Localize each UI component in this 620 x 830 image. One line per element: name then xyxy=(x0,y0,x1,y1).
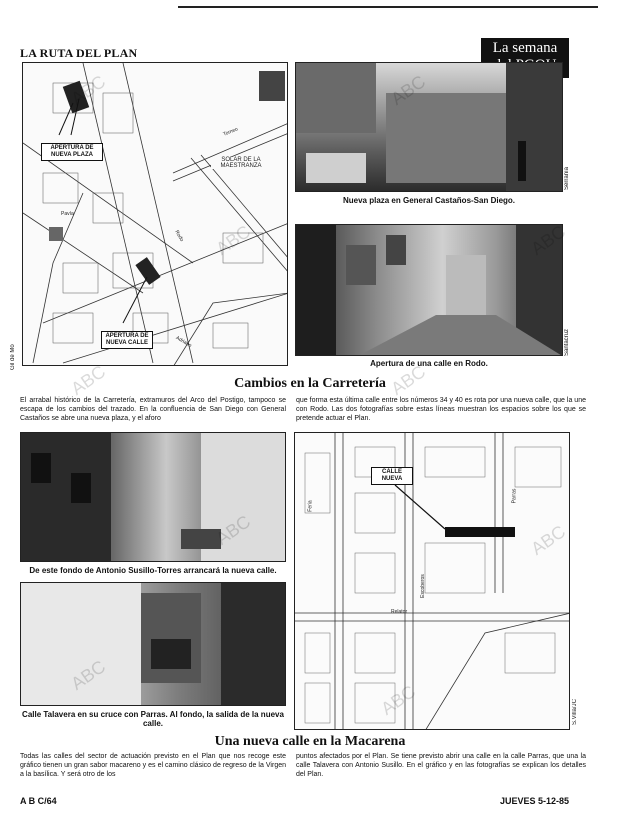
photo4-caption: Calle Talavera en su cruce con Parras. Al fondo, la salida de la nueva calle. xyxy=(22,710,284,728)
abc-watermark: ABC xyxy=(67,361,110,399)
article2-col1: Todas las calles del sector de actuación previsto en el Plan que nos recoge este gráfico tienen un gran sabor macareno y es el camino clásico de regreso de la Virgen a la basílica. Y será otro de los xyxy=(20,753,286,778)
street-relator: Relator xyxy=(391,609,408,615)
street-parras: Parras xyxy=(511,488,518,504)
photo1-credit: Serranía xyxy=(564,166,570,190)
article1-col2: que forma esta última calle entre los números 34 y 40 es rota por una nueva calle, que la une con Rodo. Las dos fotografías sobre estas líneas muestran los espacios sobre los que se pretende actuar el Plan. xyxy=(296,397,586,422)
photo-calle-talavera xyxy=(20,582,286,706)
photo1-caption: Nueva plaza en General Castaños-San Diego. xyxy=(342,196,516,205)
label-calle-nueva: CALLE NUEVA xyxy=(371,467,413,485)
top-rule xyxy=(178,6,598,8)
article1-col1: El arrabal histórico de la Carretería, extramuros del Arco del Postigo, tampoco se escapa de los cambios del trazado. En la confluencia de San Diego con General Castaños se abre una nueva plaza, y el aforo xyxy=(20,397,286,422)
street-pavia: Pavía xyxy=(61,211,74,217)
street-adriano: Adriano xyxy=(174,335,193,349)
article2-col2: puntos afectados por el Plan. Se tiene previsto abrir una calle en la calle Parras, que una la calle Talavera con Antonio Susillo. En el gráfico y en las fotografías se explican los detalles del Plan. xyxy=(296,753,586,778)
photo-rodo-graphic xyxy=(296,225,563,356)
map-macarena-graphic xyxy=(295,433,570,730)
abc-watermark: ABC xyxy=(387,361,430,399)
photo2-caption: Apertura de una calle en Rodo. xyxy=(370,359,488,368)
footer-page-number: A B C/64 xyxy=(20,796,57,806)
badge-line-1: La semana xyxy=(492,40,558,56)
photo2-credit: Santacruz xyxy=(564,328,570,356)
street-escoberos: Escoberos xyxy=(419,574,426,598)
street-torneo: Torneo xyxy=(222,126,239,138)
label-nueva-calle: APERTURA DE NUEVA CALLE xyxy=(101,331,153,349)
street-feria: Feria xyxy=(307,500,314,512)
map2-credit: S.Villa/JC xyxy=(572,699,578,725)
photo-calle-rodo xyxy=(295,224,563,356)
label-solar-maestranza: SOLAR DE LA MAESTRANZA xyxy=(211,157,271,169)
photo-plaza-graphic xyxy=(296,63,563,192)
photo-plaza-castanos xyxy=(295,62,563,192)
photo3-caption: De este fondo de Antonio Susillo-Torres arrancará la nueva calle. xyxy=(29,566,277,575)
map1-credit: Gil de Mo xyxy=(10,344,16,370)
street-map-macarena xyxy=(294,432,570,730)
photo-antonio-susillo xyxy=(20,432,286,562)
label-nueva-plaza: APERTURA DE NUEVA PLAZA xyxy=(41,143,103,161)
headline-carreteria: Cambios en la Carretería xyxy=(234,376,386,391)
photo-talavera-graphic xyxy=(21,583,286,706)
photo-susillo-graphic xyxy=(21,433,286,562)
street-map-carreteria xyxy=(22,62,288,366)
headline-macarena: Una nueva calle en la Macarena xyxy=(214,734,406,749)
street-rodo: Rodo xyxy=(173,229,185,243)
footer-date: JUEVES 5-12-85 xyxy=(500,796,570,806)
section-title: LA RUTA DEL PLAN xyxy=(20,46,138,60)
